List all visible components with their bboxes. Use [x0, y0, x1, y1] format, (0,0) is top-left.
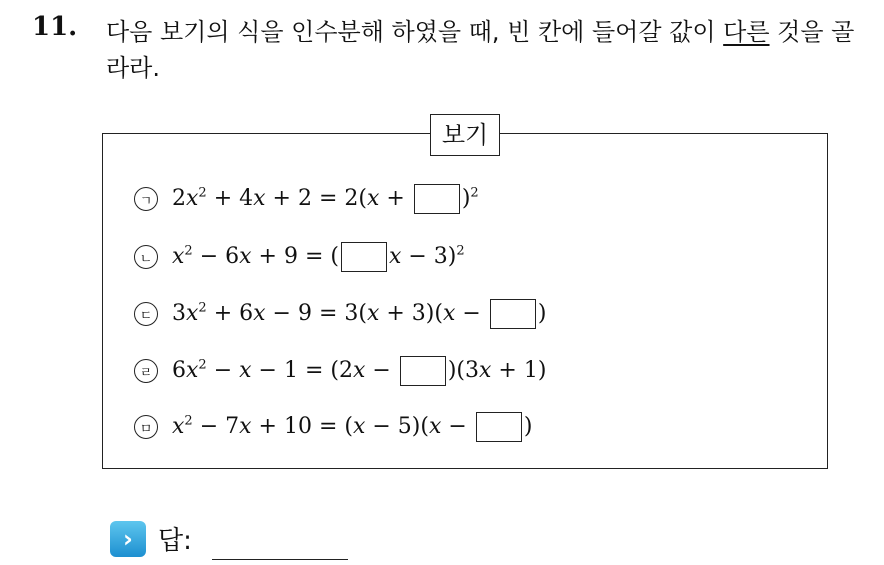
item-marker: ㄱ [134, 187, 158, 211]
arrow-right-icon: › [110, 521, 146, 557]
item-equation: $2x^2 + 4x + 2 = 2(x + )^2$ [172, 184, 479, 214]
item-equation: $6x^2 - x - 1 = (2x - )(3x + 1)$ [172, 356, 546, 386]
example-item [134, 410, 532, 444]
item-marker: ㄷ [134, 302, 158, 326]
item-equation: $x^2 - 6x + 9$ = ( x − 3)$^2$ [172, 242, 465, 272]
answer-line[interactable] [212, 559, 348, 560]
question-text-after: 것을 골라라. [106, 18, 855, 82]
example-item [134, 354, 546, 388]
question-text-underlined: 다른 [723, 18, 770, 46]
example-item [134, 297, 546, 331]
item-marker: ㄴ [134, 245, 158, 269]
item-marker: ㅁ [134, 415, 158, 439]
item-equation: $x^2 - 7x + 10 = (x - 5)(x$ − ) [172, 412, 532, 442]
question-number: 11. [32, 12, 78, 42]
answer-blank [414, 184, 460, 214]
question-text [106, 14, 866, 86]
example-box-title: 보기 [430, 114, 500, 156]
answer-blank [400, 356, 446, 386]
answer-blank [476, 412, 522, 442]
example-item [134, 182, 479, 216]
answer-area [110, 520, 192, 557]
answer-label: 답: [158, 526, 192, 556]
answer-blank [490, 299, 536, 329]
item-marker: ㄹ [134, 359, 158, 383]
example-item [134, 240, 465, 274]
question-text-before: 다음 보기의 식을 인수분해 하였을 때, 빈 칸에 들어갈 값이 [106, 18, 724, 46]
item-equation: $3x^2 + 6x - 9 = 3(x + 3)(x$ − ) [172, 299, 546, 329]
answer-blank [341, 242, 387, 272]
